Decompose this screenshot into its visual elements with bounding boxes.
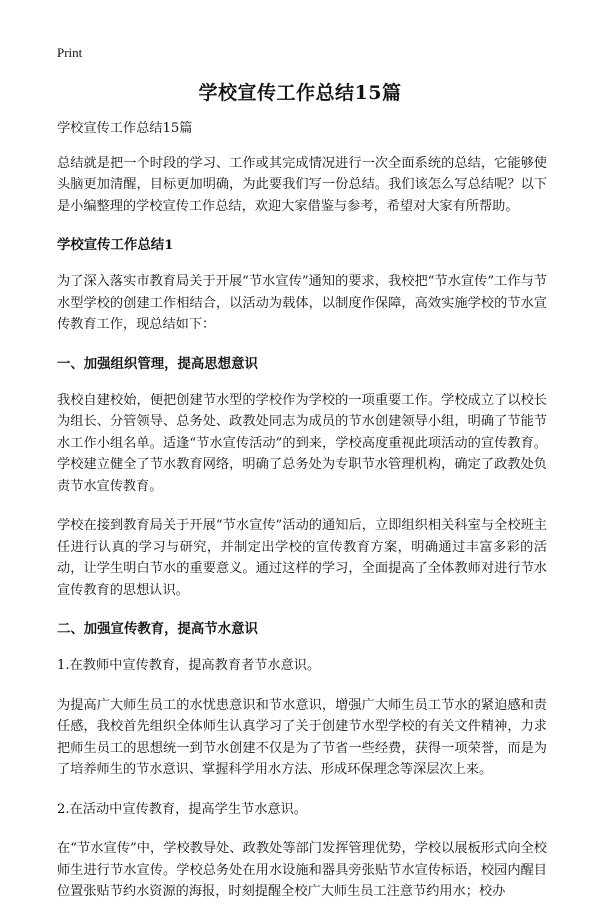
body-paragraph: 在“节水宣传”中，学校教导处、政教处等部门发挥管理优势，学校以展板形式向全校师生进行节水宣传。学校总务处在用水设施和器具旁张贴节水宣传标语，校园内醒目位置张贴节约水资源的海报，时刻提醒全校广大师生员工注意节约用水；校办	[57, 841, 547, 899]
body-paragraph: 为提高广大师生员工的水忧患意识和节水意识，增强广大师生员工节水的紧迫感和责任感，我校首先组织全体师生认真学习了关于创建节水型学校的有关文件精神，力求把师生员工的思想统一到节水创建不仅是为了节省一些经费，获得一项荣誉，而是为了培养师生的节水意识、掌握科学用水方法、形成环保理念等深层次上来。	[57, 697, 547, 777]
section-paragraph: 为了深入落实市教育局关于开展“节水宣传”通知的要求，我校把“节水宣传”工作与节水型学校的创建工作相结合，以活动为载体，以制度作保障，高效实施学校的节水宣传教育工作，现总结如下：	[57, 274, 547, 332]
part-heading: 一、加强组织管理，提高思想意识	[57, 355, 258, 372]
document-body	[57, 118, 547, 921]
page-title: 学校宣传工作总结15篇	[198, 82, 402, 104]
intro-paragraph: 总结就是把一个时段的学习、工作或其完成情况进行一次全面系统的总结，它能够使头脑更加清醒，目标更加明确，为此要我们写一份总结。我们该怎么写总结呢？以下是小编整理的学校宣传工作总结，欢迎大家借鉴与参考，希望对大家有所帮助。	[57, 155, 547, 214]
print-link[interactable]: Print	[57, 45, 83, 60]
part-heading: 二、加强宣传教育，提高节水意识	[57, 621, 258, 637]
body-paragraph: 我校自建校始，便把创建节水型的学校作为学校的一项重要工作。学校成立了以校长为组长、分管领导、总务处、政教处同志为成员的节水创建领导小组，明确了节能节水工作小组名单。适逢“节水宣传活动”的到来，学校高度重视此项活动的宣传教育。学校建立健全了节水教育网络，明确了总务处为专职节水管理机构，确定了政教处负责节水宣传教育。	[57, 392, 547, 494]
list-item-heading: 2.在活动中宣传教育，提高学生节水意识。	[57, 801, 307, 817]
section-heading: 学校宣传工作总结1	[57, 237, 174, 253]
list-item-heading: 1.在教师中宣传教育，提高教育者节水意识。	[57, 658, 321, 673]
document-subtitle: 学校宣传工作总结15篇	[57, 121, 193, 136]
body-paragraph: 学校在接到教育局关于开展“节水宣传”活动的通知后，立即组织相关科室与全校班主任进行认真的学习与研究，并制定出学校的宣传教育方案，明确通过丰富多彩的活动，让学生明白节水的重要意义。通过这样的学习，全面提高了全体教师对进行节水宣传教育的思想认识。	[57, 518, 547, 598]
